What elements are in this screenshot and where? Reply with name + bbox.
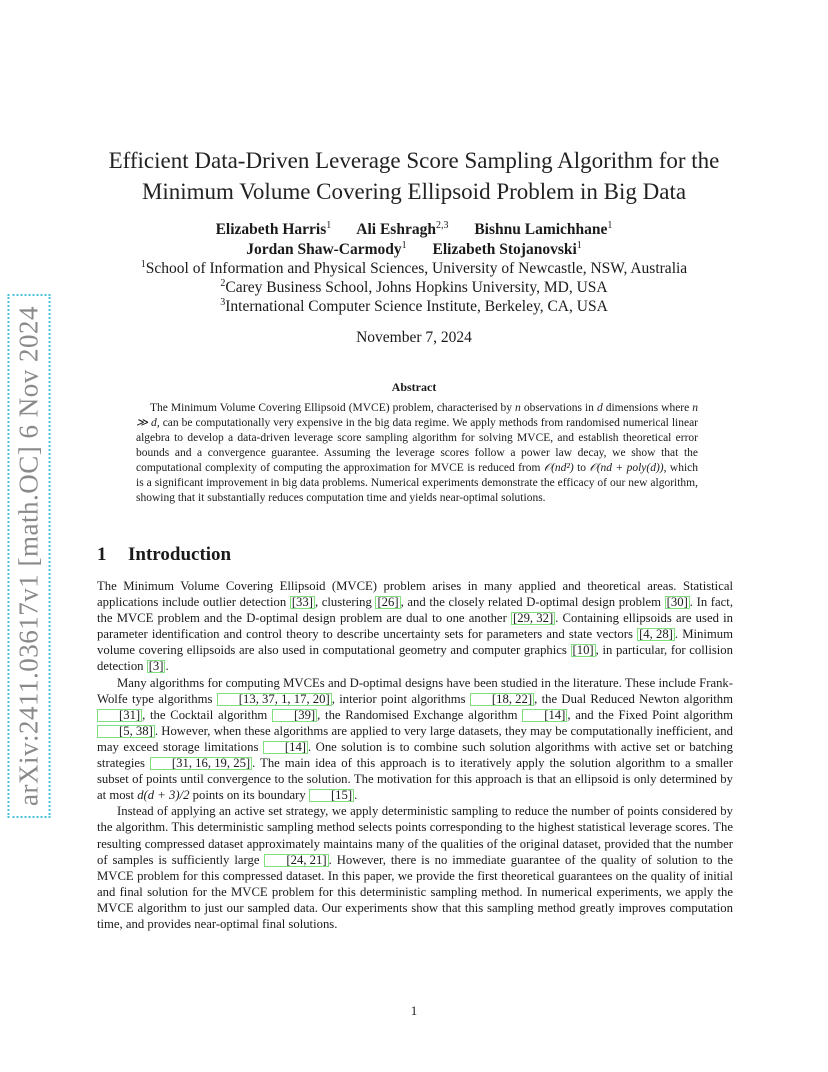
abstract-body (136, 401, 698, 506)
paragraph-text: . One solution is to combine such solution algorithms with active set or batching strategies (97, 739, 733, 771)
citation-link[interactable]: [29, 32] (513, 611, 554, 626)
paragraph-text: . However, there is no immediate guarantee of the quality of solution to the MVCE problem for this compressed dataset. In this paper, we provide the first theoretical guarantees on the quality of initial and final solution for the MVCE problem for this deterministic sampling method. In numerical experiments, we apply the MVCE algorithm to just our sampled data. Our experiments show that this sampling method greatly improves computation time, and provides near-optimal final solutions. (97, 852, 733, 931)
paragraph-text: Many algorithms for computing MVCEs and D-optimal designs have been studied in the literature. These include Frank-Wolfe type algorithms (97, 675, 733, 706)
author-affiliation-mark: 1 (576, 240, 582, 251)
abstract-text: , can be computationally very expensive in the big data regime. We apply methods from randomised numerical linear algebra to develop a data-driven leverage score sampling algorithm for solving MVCE, and establish theoretical error bounds and a convergence guarantee. Assuming the leverage scores follow a power law decay, we show that the computational complexity of computing the approximation for MVCE is reduced from (136, 417, 699, 474)
citation-link[interactable]: [24, 21] (264, 854, 328, 867)
citation-link[interactable]: [4, 28] (639, 627, 673, 642)
page-number: 1 (410, 1003, 418, 1018)
citation-link[interactable]: [15] (309, 789, 354, 802)
paragraph-text: , and the closely related D-optimal design problem (400, 595, 665, 610)
abstract-text: The Minimum Volume Covering Ellipsoid (MVCE) problem, characterised by (150, 402, 516, 414)
citation-link[interactable]: [14] (522, 709, 567, 722)
paragraph (97, 578, 733, 675)
citation-link[interactable]: [18, 22] (470, 693, 534, 706)
paragraph-text: . Minimum volume covering ellipsoids are also used in computational geometry and computer graphics (97, 627, 733, 658)
paragraph-text: The Minimum Volume Covering Ellipsoid (MVCE) problem arises in many applied and theoretical areas. Statistical applications include outlier detection (97, 579, 733, 610)
paragraph-text: . (354, 788, 358, 803)
citation-link[interactable]: [30] (666, 595, 688, 610)
paragraph-text: . The main idea of this approach is to iteratively apply the solution algorithm to a smaller subset of points until convergence to the solution. The motivation for this approach is that an ellipsoid is only determined by at most (97, 756, 733, 803)
section-title: Introduction (128, 544, 232, 565)
citation-link[interactable]: [3] (148, 659, 164, 674)
citation-link[interactable]: [33] (291, 595, 313, 610)
math-inline: d (596, 402, 603, 414)
paragraph-text: , the Randomised Exchange algorithm (317, 707, 523, 722)
author-row-2 (60, 240, 768, 260)
abstract-text: , which is a significant improvement in big data problems. Numerical experiments demonstrate the efficacy of our new algorithm, showing that it substantially reduces computation time and yields near-optimal solutions. (136, 462, 699, 504)
affiliation-mark: 3 (220, 297, 226, 308)
citation-link[interactable]: [5, 38] (97, 725, 155, 738)
paragraph (97, 803, 733, 932)
author-affiliation-mark: 1 (607, 220, 613, 231)
paragraph-text: Instead of applying an active set strategy, we apply deterministic sampling to reduce the number of points considered by the algorithm. This deterministic sampling method selects points corresponding to the highest statistical leverage scores. The resulting compressed dataset approximately maintains many of the qualities of the original dataset, provided that the number of samples is sufficiently large (97, 804, 733, 867)
math-inline: n ≫ d (136, 402, 699, 429)
paragraph-text: , and the Fixed Point algorithm (567, 707, 733, 722)
paper-date: November 7, 2024 (356, 329, 472, 346)
affiliation (60, 259, 768, 278)
section-number: 1 (97, 544, 107, 565)
paragraph-text: . However, when these algorithms are applied to very large datasets, they may be computationally inefficient, and may exceed storage limitations (97, 723, 733, 754)
paragraph-text: , the Cocktail algorithm (142, 707, 273, 722)
paragraph-text: points on its boundary (189, 788, 309, 803)
math-inline: 𝒪(nd²) (543, 462, 574, 474)
author-affiliation-mark: 1 (401, 240, 407, 251)
author-name: Elizabeth Harris (215, 221, 327, 238)
arxiv-stamp[interactable]: arXiv:2411.03617v1 [math.OC] 6 Nov 2024 (8, 294, 51, 818)
abstract-heading: Abstract (391, 380, 437, 394)
math-inline: n (515, 402, 521, 414)
paragraph-text: . Containing ellipsoids are used in parameter identification and control theory to describe uncertainty sets for parameters and state vectors (97, 611, 733, 642)
author-affiliation-mark: 2,3 (435, 220, 449, 231)
affiliation (60, 278, 768, 297)
paragraph-text: , interior point algorithms (331, 691, 470, 706)
affiliation-mark: 1 (140, 259, 146, 270)
abstract-text: dimensions where (602, 402, 693, 414)
citation-link[interactable]: [10] (572, 643, 594, 658)
author-list (60, 220, 768, 260)
paragraph (97, 675, 733, 804)
paragraph-text: , clustering (314, 595, 376, 610)
abstract-text: to (573, 462, 590, 474)
paragraph-text: . (165, 659, 169, 674)
math-inline: d(d + 3)/2 (137, 788, 190, 803)
author-affiliation-mark: 1 (326, 220, 332, 231)
author-name: Bishnu Lamichhane (474, 221, 608, 238)
affiliations (60, 259, 768, 316)
affiliation-text: International Computer Science Institute, Berkeley, CA, USA (225, 298, 608, 315)
citation-link[interactable]: [39] (272, 709, 317, 722)
paragraph-text: . In fact, the MVCE problem and the D-optimal design problem are dual to one another (97, 595, 733, 626)
paragraph-text: , in particular, for collision detection (97, 643, 733, 674)
affiliation-text: Carey Business School, Johns Hopkins University, MD, USA (225, 279, 608, 296)
affiliation-mark: 2 (220, 278, 226, 289)
title-line-1: Efficient Data-Driven Leverage Score Sampling Algorithm for the (108, 148, 720, 173)
citation-link[interactable]: [31, 16, 19, 25] (150, 757, 252, 770)
citation-link[interactable]: [31] (97, 709, 142, 722)
paragraph-text: , the Dual Reduced Newton algorithm (534, 691, 733, 706)
citation-link[interactable]: [14] (263, 741, 308, 754)
author-name: Elizabeth Stojanovski (432, 241, 577, 258)
citation-link[interactable]: [26] (377, 595, 399, 610)
abstract-text: observations in (520, 402, 597, 414)
math-inline: 𝒪(nd + poly(d)) (589, 462, 664, 474)
citation-link[interactable]: [13, 37, 1, 17, 20] (217, 693, 332, 706)
paper-title (60, 145, 768, 207)
affiliation (60, 297, 768, 316)
affiliation-text: School of Information and Physical Sciences, University of Newcastle, NSW, Australia (145, 260, 688, 277)
author-name: Ali Eshragh (356, 221, 436, 238)
introduction-body (97, 578, 733, 932)
author-row-1 (60, 220, 768, 240)
author-name: Jordan Shaw-Carmody (246, 241, 402, 258)
title-line-2: Minimum Volume Covering Ellipsoid Problem in Big Data (141, 179, 687, 204)
section-heading (97, 544, 231, 566)
arxiv-sidebar (6, 236, 52, 876)
